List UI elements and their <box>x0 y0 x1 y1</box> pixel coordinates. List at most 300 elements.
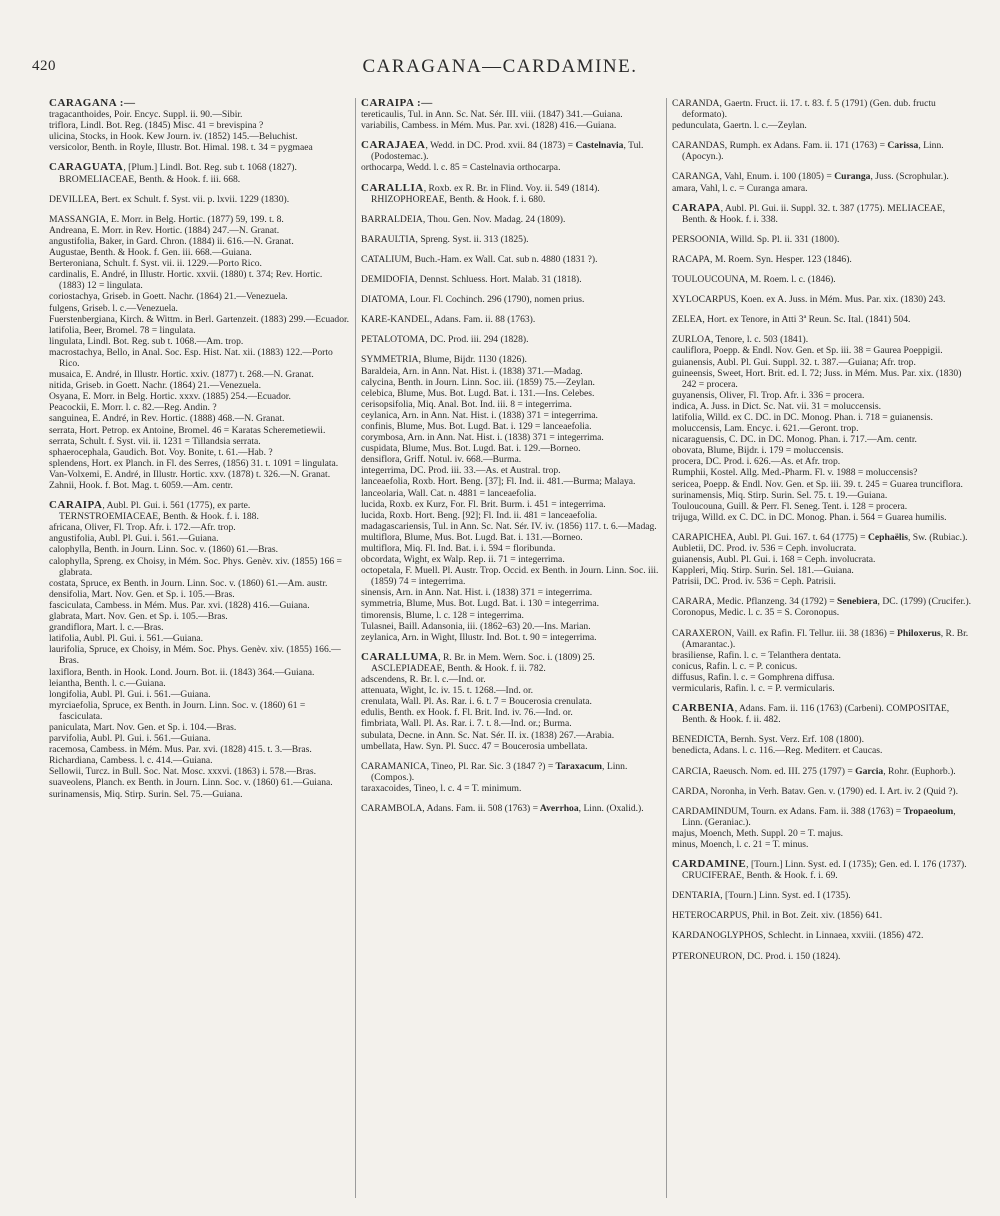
species-entry <box>361 543 661 554</box>
species-entry <box>49 131 350 142</box>
entry-text: PERSOONIA, Willd. Sp. Pl. ii. 331 (1800). <box>672 233 840 245</box>
species-entry <box>672 490 972 501</box>
entry-text: glabrata, Mart. Nov. Gen. et Sp. i. 105.—Bras. <box>49 611 228 623</box>
species-entry <box>672 828 972 839</box>
species-entry <box>361 783 661 794</box>
entry-text: , Aubl. Pl. Gui. i. 561 (1775), ex parte. TERNSTROEMIACEAE, Benth. & Hook. f. i. 188. <box>59 500 259 523</box>
entry-text: Coronopus, Medic. l. c. 35 = S. Coronopus. <box>672 607 840 619</box>
entry-tail: , Linn. (Geraniac.). <box>682 805 956 828</box>
entry-text: myrciaefolia, Spruce, ex Benth. in Journ. Linn. Soc. v. (1860) 61 = fasciculata. <box>49 699 306 722</box>
species-entry <box>361 366 661 377</box>
entry-text: Richardiana, Cambess. l. c. 414.—Guiana. <box>49 755 213 767</box>
species-entry <box>361 674 661 685</box>
entry-tail: , Sw. (Rubiac.). <box>907 531 968 543</box>
genus-entry <box>672 703 972 725</box>
species-entry <box>49 413 350 424</box>
species-entry <box>49 303 350 314</box>
species-entry <box>361 377 661 388</box>
entry-text: sanguinea, E. André, in Rev. Hortic. (1888) 468.—N. Granat. <box>49 413 285 425</box>
genus-entry <box>672 334 972 345</box>
entry-tail: , R. Br. (Amarantac.). <box>682 627 969 650</box>
species-entry <box>49 678 350 689</box>
species-entry <box>49 258 350 269</box>
species-entry <box>672 607 972 618</box>
species-entry <box>672 839 972 850</box>
entry-text: latifolia, Aubl. Pl. Gui. i. 561.—Guiana. <box>49 633 204 645</box>
genus-entry <box>361 234 661 245</box>
entry-text: confinis, Blume, Mus. Bot. Lugd. Bat. i. 129 = lanceaefolia. <box>361 420 592 432</box>
species-entry <box>672 357 972 368</box>
species-entry <box>672 120 972 131</box>
entry-tail: , Juss. (Scrophular.). <box>870 171 949 183</box>
species-entry <box>49 644 350 666</box>
entry-text: umbellata, Haw. Syn. Pl. Succ. 47 = Boucerosia umbellata. <box>361 740 588 752</box>
genus-entry <box>361 652 661 674</box>
entry-text: pedunculata, Gaertn. l. c.—Zeylan. <box>672 120 807 132</box>
entry-text: sinensis, Arn. in Ann. Nat. Hist. i. (1838) 371 = integerrima. <box>361 587 593 599</box>
genus-entry <box>672 766 972 777</box>
entry-text: Kappleri, Miq. Stirp. Surin. Sel. 181.—Guiana. <box>672 565 854 577</box>
species-entry <box>361 632 661 643</box>
species-entry <box>49 391 350 402</box>
species-entry <box>672 467 972 478</box>
species-entry <box>672 434 972 445</box>
entry-text: taraxacoides, Tineo, l. c. 4 = T. minimum. <box>361 782 522 794</box>
entry-text: triflora, Lindl. Bot. Reg. (1845) Misc. 41 = brevispina ? <box>49 120 264 132</box>
genus-entry <box>672 734 972 745</box>
species-entry <box>361 443 661 454</box>
entry-text: parvifolia, Aubl. Pl. Gui. i. 561.—Guiana. <box>49 733 211 745</box>
entry-text: paniculata, Mart. Nov. Gen. et Sp. i. 104.—Bras. <box>49 721 237 733</box>
entry-text: latifolia, Beer, Bromel. 78 = lingulata. <box>49 324 196 336</box>
species-entry <box>49 700 350 722</box>
species-entry <box>49 589 350 600</box>
entry-text: , Wedd. in DC. Prod. xvii. 84 (1873) = <box>425 140 574 152</box>
species-entry <box>49 480 350 491</box>
entry-text: calycina, Benth. in Journ. Linn. Soc. iii. (1859) 75.—Zeylan. <box>361 376 595 388</box>
entry-text: leiantha, Benth. l. c.—Guiana. <box>49 677 166 689</box>
entry-text: , [Plum.] Lindl. Bot. Reg. sub t. 1068 (1827). BROMELIACEAE, Benth. & Hook. f. iii. 668. <box>59 162 297 185</box>
species-entry <box>49 633 350 644</box>
entry-text: HETEROCARPUS, Phil. in Bot. Zeit. xiv. (1856) 641. <box>672 910 883 922</box>
accepted-genus: Curanga <box>831 171 871 183</box>
entry-text: variabilis, Cambess. in Mém. Mus. Par. xvi. (1828) 416.—Guiana. <box>361 120 617 132</box>
genus-headword: CARBENIA <box>672 702 735 715</box>
entry-text: , Adans. Fam. ii. 116 (1763) (Carbeni). COMPOSITAE, Benth. & Hook. f. ii. 482. <box>682 703 950 726</box>
entry-text: CARAMBOLA, Adans. Fam. ii. 508 (1763) = <box>361 802 539 814</box>
species-entry <box>49 425 350 436</box>
genus-entry <box>49 98 350 109</box>
entry-text: cauliflora, Poepp. & Endl. Nov. Gen. et Sp. iii. 38 = Gaurea Poeppigii. <box>672 345 943 357</box>
species-entry <box>361 488 661 499</box>
species-entry <box>49 380 350 391</box>
entry-text: corymbosa, Arn. in Ann. Nat. Hist. i. (1838) 371 = integerrima. <box>361 432 604 444</box>
entry-text: brasiliense, Rafin. l. c. = Telanthera dentata. <box>672 649 841 661</box>
accepted-genus: Garcia <box>852 765 884 777</box>
genus-entry <box>672 171 972 182</box>
entry-text: lingulata, Lindl. Bot. Reg. sub t. 1068.—Am. trop. <box>49 335 244 347</box>
species-entry <box>49 789 350 800</box>
species-entry <box>361 510 661 521</box>
accepted-genus: Tropaeolum <box>901 805 954 817</box>
species-entry <box>672 412 972 423</box>
entry-text: , [Tourn.] Linn. Syst. ed. I (1735); Gen. ed. I. 176 (1737). CRUCIFERAE, Benth. & Hook. f. i. 69. <box>682 859 967 882</box>
species-entry <box>361 432 661 443</box>
species-entry <box>361 696 661 707</box>
species-entry <box>361 621 661 632</box>
entry-text: BARRALDEIA, Thou. Gen. Nov. Madag. 24 (1809). <box>361 213 566 225</box>
entry-text: guianensis, Aubl. Pl. Gui. Suppl. 32. t. 387.—Guiana; Afr. trop. <box>672 356 916 368</box>
species-entry <box>49 733 350 744</box>
species-entry <box>672 543 972 554</box>
species-entry <box>672 183 972 194</box>
column-middle <box>355 98 666 1198</box>
entry-text: CARANDA, Gaertn. Fruct. ii. 17. t. 83. f. 5 (1791) (Gen. dub. fructu deformato). <box>672 98 936 121</box>
genus-headword: CARALLUMA <box>361 650 439 663</box>
genus-headword: CARAIPA <box>49 499 103 512</box>
entry-text: tragacanthoides, Poir. Encyc. Suppl. ii. 90.—Sibir. <box>49 109 243 121</box>
entry-text: orthocarpa, Wedd. l. c. 85 = Castelnavia orthocarpa. <box>361 162 561 174</box>
entry-text: DIATOMA, Lour. Fl. Cochinch. 296 (1790), nomen prius. <box>361 294 585 306</box>
genus-entry <box>361 274 661 285</box>
species-entry <box>49 578 350 589</box>
genus-entry <box>672 314 972 325</box>
genus-entry <box>361 334 661 345</box>
entry-text: angustifolia, Baker, in Gard. Chron. (1884) ii. 616.—N. Granat. <box>49 235 294 247</box>
species-entry <box>49 689 350 700</box>
species-entry <box>49 622 350 633</box>
species-entry <box>49 755 350 766</box>
entry-text: calophylla, Spreng. ex Choisy, in Mém. Soc. Phys. Genèv. xiv. (1855) 166 = glabrata. <box>49 555 342 578</box>
entry-text: attenuata, Wight, Ic. iv. 15. t. 1268.—Ind. or. <box>361 685 534 697</box>
genus-entry <box>361 214 661 225</box>
entry-text: versicolor, Benth. in Royle, Illustr. Bot. Himal. 198. t. 34 = pygmaea <box>49 142 313 154</box>
entry-text: lanceaefolia, Roxb. Hort. Beng. [37]; Fl. Ind. ii. 481.—Burma; Malaya. <box>361 476 636 488</box>
entry-text: Andreana, E. Morr. in Rev. Hortic. (1884) 247.—N. Granat. <box>49 224 280 236</box>
genus-entry <box>672 254 972 265</box>
entry-text: zeylanica, Arn. in Wight, Illustr. Ind. Bot. t. 90 = integerrima. <box>361 631 597 643</box>
genus-entry <box>361 803 661 814</box>
species-entry <box>361 120 661 131</box>
entry-text: densifolia, Mart. Nov. Gen. et Sp. i. 105.—Bras. <box>49 588 235 600</box>
genus-entry <box>672 806 972 828</box>
species-entry <box>49 402 350 413</box>
entry-text: madagascariensis, Tul. in Ann. Sc. Nat. Sér. IV. iv. (1856) 117. t. 6.—Madag. <box>361 520 657 532</box>
entry-text: PTERONEURON, DC. Prod. i. 150 (1824). <box>672 950 841 962</box>
genus-entry <box>672 294 972 305</box>
index-columns <box>44 98 979 1198</box>
entry-text: Patrisii, DC. Prod. iv. 536 = Ceph. Patrisii. <box>672 576 836 588</box>
entry-text: Fuerstenbergiana, Kirch. & Wittm. in Berl. Gartenzeit. (1883) 299.—Ecuador. <box>49 313 350 325</box>
genus-entry <box>672 274 972 285</box>
entry-text: edulis, Benth. ex Hook. f. Fl. Brit. Ind. iv. 76.—Ind. or. <box>361 707 573 719</box>
entry-text: ceylanica, Arn. in Ann. Nat. Hist. i. (1838) 371 = integerrima. <box>361 409 598 421</box>
species-entry <box>672 479 972 490</box>
genus-entry <box>361 761 661 783</box>
entry-text: vermicularis, Rafin. l. c. = P. vermicularis. <box>672 683 835 695</box>
species-entry <box>361 410 661 421</box>
genus-entry <box>49 162 350 184</box>
species-entry <box>361 476 661 487</box>
genus-entry <box>361 314 661 325</box>
entry-text: CARCIA, Raeusch. Nom. ed. III. 275 (1797) = <box>672 765 853 777</box>
genus-entry <box>672 140 972 162</box>
species-entry <box>361 741 661 752</box>
species-entry <box>49 766 350 777</box>
entry-text: subulata, Decne. in Ann. Sc. Nat. Sér. II. ix. (1838) 267.—Arabia. <box>361 729 615 741</box>
species-entry <box>672 683 972 694</box>
entry-text: Augustae, Benth. & Hook. f. Gen. iii. 668.—Guiana. <box>49 247 252 259</box>
genus-entry <box>361 254 661 265</box>
species-entry <box>49 533 350 544</box>
genus-entry <box>361 294 661 305</box>
entry-text: indica, A. Juss. in Dict. Sc. Nat. vii. 31 = moluccensis. <box>672 400 881 412</box>
species-entry <box>672 390 972 401</box>
species-entry <box>672 368 972 390</box>
entry-text: sphaerocephala, Gaudich. Bot. Voy. Bonite, t. 61.—Hab. ? <box>49 446 273 458</box>
species-entry <box>49 109 350 120</box>
species-entry <box>672 501 972 512</box>
entry-text: conicus, Rafin. l. c. = P. conicus. <box>672 660 798 672</box>
entry-text: SYMMETRIA, Blume, Bijdr. 1130 (1826). <box>361 354 527 366</box>
accepted-genus: Philoxerus <box>894 627 941 639</box>
entry-text: Touloucouna, Guill. & Perr. Fl. Seneg. Tent. i. 128 = procera. <box>672 500 908 512</box>
entry-tail: , Linn. (Oxalid.). <box>578 802 644 814</box>
entry-text: fimbriata, Wall. Pl. As. Rar. i. 7. t. 8.—Ind. or.; Burma. <box>361 718 572 730</box>
entry-text: CARAXERON, Vaill. ex Rafin. Fl. Tellur. iii. 38 (1836) = <box>672 627 895 639</box>
entry-text: latifolia, Willd. ex C. DC. in DC. Monog. Phan. i. 718 = guianensis. <box>672 411 933 423</box>
entry-text: longifolia, Aubl. Pl. Gui. i. 561.—Guiana. <box>49 688 211 700</box>
entry-text: CARARA, Medic. Pflanzeng. 34 (1792) = <box>672 596 835 608</box>
species-entry <box>361 521 661 532</box>
species-entry <box>49 447 350 458</box>
species-entry <box>49 236 350 247</box>
genus-headword: CARAPA <box>672 201 721 214</box>
entry-text: Aubletii, DC. Prod. iv. 536 = Ceph. involucrata. <box>672 543 857 554</box>
entry-text: CATALIUM, Buch.-Ham. ex Wall. Cat. sub n. 4880 (1831 ?). <box>361 253 598 265</box>
entry-text: splendens, Hort. ex Planch. in Fl. des Serres, (1856) 31. t. 1091 = lingulata. <box>49 457 339 469</box>
species-entry <box>49 291 350 302</box>
entry-text: suaveolens, Planch. ex Benth. in Journ. Linn. Soc. v. (1860) 61.—Guiana. <box>49 777 333 789</box>
entry-text: coriostachya, Griseb. in Goett. Nachr. (1864) 21.—Venezuela. <box>49 291 288 303</box>
species-entry <box>361 162 661 173</box>
entry-text: nicaraguensis, C. DC. in DC. Monog. Phan. i. 717.—Am. centr. <box>672 434 917 446</box>
column-right <box>666 98 977 1198</box>
species-entry <box>49 556 350 578</box>
species-entry <box>672 565 972 576</box>
genus-entry <box>672 532 972 543</box>
species-entry <box>49 600 350 611</box>
genus-entry <box>672 890 972 901</box>
species-entry <box>361 598 661 609</box>
species-entry <box>49 458 350 469</box>
species-entry <box>49 369 350 380</box>
species-entry <box>361 421 661 432</box>
species-entry <box>49 611 350 622</box>
entry-text: KARDANOGLYPHOS, Schlecht. in Linnaea, xxviii. (1856) 472. <box>672 930 924 942</box>
genus-entry <box>672 596 972 607</box>
genus-entry <box>49 500 350 522</box>
entry-text: lanceolaria, Wall. Cat. n. 4881 = lanceaefolia. <box>361 487 537 499</box>
entry-text: Osyana, E. Morr. in Belg. Hortic. xxxv. (1885) 254.—Ecuador. <box>49 391 291 403</box>
species-entry <box>49 120 350 131</box>
genus-entry <box>361 183 661 205</box>
running-title: CARAGANA—CARDAMINE. <box>362 56 638 77</box>
species-entry <box>672 661 972 672</box>
genus-entry <box>49 214 350 225</box>
genus-headword: CARAIPA :— <box>361 98 433 109</box>
entry-text: serrata, Schult. f. Syst. vii. ii. 1231 = Tillandsia serrata. <box>49 435 261 447</box>
entry-text: multiflora, Blume, Mus. Bot. Lugd. Bat. i. 131.—Borneo. <box>361 531 583 543</box>
species-entry <box>49 522 350 533</box>
species-entry <box>361 707 661 718</box>
entry-text: nitida, Griseb. in Goett. Nachr. (1864) 21.—Venezuela. <box>49 380 262 392</box>
entry-text: Sellowii, Turcz. in Bull. Soc. Nat. Mosc. xxxvi. (1863) i. 578.—Bras. <box>49 766 317 778</box>
entry-text: cerisopsifolia, Miq. Anal. Bot. Ind. iii. 8 = integerrima. <box>361 398 572 410</box>
accepted-genus: Taraxacum <box>553 760 603 772</box>
species-entry <box>49 436 350 447</box>
entry-text: grandiflora, Mart. l. c.—Bras. <box>49 622 164 634</box>
species-entry <box>361 730 661 741</box>
page-number: 420 <box>32 58 56 74</box>
entry-text: Berteroniana, Schult. f. Syst. vii. ii. 1229.—Porto Rico. <box>49 258 262 270</box>
entry-tail: , Linn. (Compos.). <box>371 760 628 783</box>
entry-text: benedicta, Adans. l. c. 116.—Reg. Mediterr. et Caucas. <box>672 745 883 757</box>
entry-text: sericea, Poepp. & Endl. Nov. Gen. et Sp. iii. 39. t. 245 = Guarea trunciflora. <box>672 478 963 490</box>
entry-text: guyanensis, Oliver, Fl. Trop. Afr. i. 336 = procera. <box>672 389 865 401</box>
genus-entry <box>672 786 972 797</box>
species-entry <box>361 554 661 565</box>
entry-text: ulicina, Stocks, in Hook. Kew Journ. iv. (1852) 145.—Beluchist. <box>49 131 298 143</box>
entry-text: adscendens, R. Br. l. c.—Ind. or. <box>361 674 486 686</box>
entry-text: procera, DC. Prod. i. 626.—As. et Afr. trop. <box>672 456 841 468</box>
entry-text: DENTARIA, [Tourn.] Linn. Syst. ed. I (1735). <box>672 890 851 902</box>
species-entry <box>49 247 350 258</box>
entry-text: fasciculata, Cambess. in Mém. Mus. Par. xvi. (1828) 416.—Guiana. <box>49 599 310 611</box>
entry-tail: , Tul. (Podostemac.). <box>371 140 644 163</box>
entry-text: XYLOCARPUS, Koen. ex A. Juss. in Mém. Mus. Par. xix. (1830) 243. <box>672 294 946 306</box>
species-entry <box>49 544 350 555</box>
entry-text: cuspidata, Blume, Mus. Bot. Lugd. Bat. i. 129.—Borneo. <box>361 443 581 455</box>
entry-text: lucida, Roxb. Hort. Beng. [92]; Fl. Ind. ii. 481 = lanceaefolia. <box>361 509 598 521</box>
species-entry <box>49 722 350 733</box>
genus-headword: CARAGANA :— <box>49 98 136 109</box>
entry-text: octopetala, F. Muell. Pl. Austr. Trop. Occid. ex Benth. in Journ. Linn. Soc. iii. (1859) 74 = integerrima. <box>361 565 659 588</box>
genus-entry <box>672 910 972 921</box>
entry-text: ZURLOA, Tenore, l. c. 503 (1841). <box>672 334 809 346</box>
species-entry <box>49 269 350 291</box>
entry-text: africana, Oliver, Fl. Trop. Afr. i. 172.—Afr. trop. <box>49 522 236 534</box>
entry-text: BENEDICTA, Bernh. Syst. Verz. Erf. 108 (1800). <box>672 734 864 746</box>
species-entry <box>361 532 661 543</box>
entry-text: densiflora, Griff. Notul. iv. 668.—Burma. <box>361 454 522 466</box>
entry-text: crenulata, Wall. Pl. As. Rar. i. 6. t. 7 = Boucerosia crenulata. <box>361 696 592 708</box>
species-entry <box>49 336 350 347</box>
entry-text: diffusus, Rafin. l. c. = Gomphrena diffusa. <box>672 671 835 683</box>
entry-text: multiflora, Miq. Fl. Ind. Bat. i. i. 594 = floribunda. <box>361 543 556 554</box>
entry-text: trijuga, Willd. ex C. DC. in DC. Monog. Phan. i. 564 = Guarea humilis. <box>672 511 947 523</box>
entry-text: CARAMANICA, Tineo, Pl. Rar. Sic. 3 (1847 ?) = <box>361 760 554 772</box>
species-entry <box>361 109 661 120</box>
entry-text: tereticaulis, Tul. in Ann. Sc. Nat. Sér. III. viii. (1847) 341.—Guiana. <box>361 109 623 121</box>
entry-text: amara, Vahl, l. c. = Curanga amara. <box>672 182 808 194</box>
species-entry <box>672 445 972 456</box>
species-entry <box>49 142 350 153</box>
accepted-genus: Cephaëlis <box>865 531 908 543</box>
species-entry <box>361 718 661 729</box>
entry-text: Tulasnei, Baill. Adansonia, iii. (1862–63) 20.—Ins. Marian. <box>361 620 591 632</box>
species-entry <box>672 512 972 523</box>
species-entry <box>361 388 661 399</box>
entry-text: , Roxb. ex R. Br. in Flind. Voy. ii. 549 (1814). RHIZOPHOREAE, Benth. & Hook. f. i. 680. <box>371 182 600 205</box>
entry-text: BARAULTIA, Spreng. Syst. ii. 313 (1825). <box>361 233 529 245</box>
accepted-genus: Averrhoa <box>538 802 579 814</box>
species-entry <box>672 650 972 661</box>
species-entry <box>361 587 661 598</box>
entry-text: lucida, Roxb. ex Kurz, For. Fl. Brit. Burm. i. 451 = integerrima. <box>361 498 606 510</box>
entry-text: DEMIDOFIA, Dennst. Schluess. Hort. Malab. 31 (1818). <box>361 274 582 286</box>
entry-text: CARDAMINDUM, Tourn. ex Adans. Fam. ii. 388 (1763) = <box>672 805 902 817</box>
entry-text: DEVILLEA, Bert. ex Schult. f. Syst. vii. p. lxvii. 1229 (1830). <box>49 193 290 205</box>
species-entry <box>672 401 972 412</box>
entry-text: cardinalis, E. André, in Illustr. Hortic. xxvii. (1880) t. 374; Rev. Hortic. (1883) 12 = lingulata. <box>49 269 323 292</box>
genus-entry <box>672 628 972 650</box>
species-entry <box>49 667 350 678</box>
genus-entry <box>672 951 972 962</box>
entry-text: , Aubl. Pl. Gui. ii. Suppl. 32. t. 387 (1775). MELIACEAE, Benth. & Hook. f. i. 338. <box>682 202 946 225</box>
entry-text: MASSANGIA, E. Morr. in Belg. Hortic. (1877) 59, 199. t. 8. <box>49 213 284 225</box>
accepted-genus: Senebiera <box>834 596 878 608</box>
entry-text: musaica, E. André, in Illustr. Hortic. xxiv. (1877) t. 268.—N. Granat. <box>49 369 314 381</box>
species-entry <box>361 465 661 476</box>
entry-text: ZELEA, Hort. ex Tenore, in Atti 3ª Reun. Sc. Ital. (1841) 504. <box>672 314 911 326</box>
genus-entry <box>361 140 661 162</box>
species-entry <box>49 777 350 788</box>
entry-tail: , Rohr. (Euphorb.). <box>883 765 956 777</box>
species-entry <box>49 225 350 236</box>
entry-text: Van-Volxemi, E. André, in Illustr. Hortic. xxv. (1878) t. 326.—N. Granat. <box>49 468 331 480</box>
entry-text: surinamensis, Miq. Stirp. Surin. Sel. 75.—Guiana. <box>49 788 243 800</box>
species-entry <box>672 672 972 683</box>
entry-text: obcordata, Wight, ex Walp. Rep. ii. 71 = integerrima. <box>361 554 565 566</box>
entry-text: CARANDAS, Rumph. ex Adans. Fam. ii. 171 (1763) = <box>672 140 886 152</box>
genus-entry <box>672 98 972 120</box>
entry-text: CARAPICHEA, Aubl. Pl. Gui. 167. t. 64 (1775) = <box>672 531 866 543</box>
entry-text: integerrima, DC. Prod. iii. 33.—As. et Austral. trop. <box>361 465 561 477</box>
genus-headword: CARAGUATA <box>49 161 124 174</box>
genus-entry <box>361 354 661 365</box>
species-entry <box>49 469 350 480</box>
entry-text: celebica, Blume, Mus. Bot. Lugd. Bat. i. 131.—Ins. Celebes. <box>361 387 595 399</box>
entry-tail: , DC. (1799) (Crucifer.). <box>877 596 972 608</box>
entry-text: obovata, Blume, Bijdr. i. 179 = moluccensis. <box>672 445 844 457</box>
species-entry <box>672 456 972 467</box>
species-entry <box>672 423 972 434</box>
genus-headword: CARALLIA <box>361 181 424 194</box>
entry-text: calophylla, Benth. in Journ. Linn. Soc. v. (1860) 61.—Bras. <box>49 544 279 556</box>
genus-entry <box>672 930 972 941</box>
entry-text: Rumphii, Kostel. Allg. Med.-Pharm. Fl. v. 1988 = moluccensis? <box>672 467 918 479</box>
entry-text: surinamensis, Miq. Stirp. Surin. Sel. 75. t. 19.—Guiana. <box>672 489 888 501</box>
entry-text: racemosa, Cambess. in Mém. Mus. Par. xvi. (1828) 415. t. 3.—Bras. <box>49 744 312 756</box>
entry-text: guineensis, Sweet, Hort. Brit. ed. I. 72; Juss. in Mém. Mus. Par. xix. (1830) 242 = procera. <box>672 367 962 390</box>
species-entry <box>361 610 661 621</box>
genus-entry <box>672 234 972 245</box>
entry-text: serrata, Hort. Petrop. ex Antoine, Bromel. 46 = Karatas Scheremetiewii. <box>49 424 326 436</box>
accepted-genus: Castelnavia <box>573 140 624 152</box>
entry-text: macrostachya, Bello, in Anal. Soc. Esp. Hist. Nat. xii. (1883) 122.—Porto Rico. <box>49 346 333 369</box>
entry-text: , R. Br. in Mem. Wern. Soc. i. (1809) 25. ASCLEPIADEAE, Benth. & Hook. f. ii. 782. <box>371 651 595 674</box>
